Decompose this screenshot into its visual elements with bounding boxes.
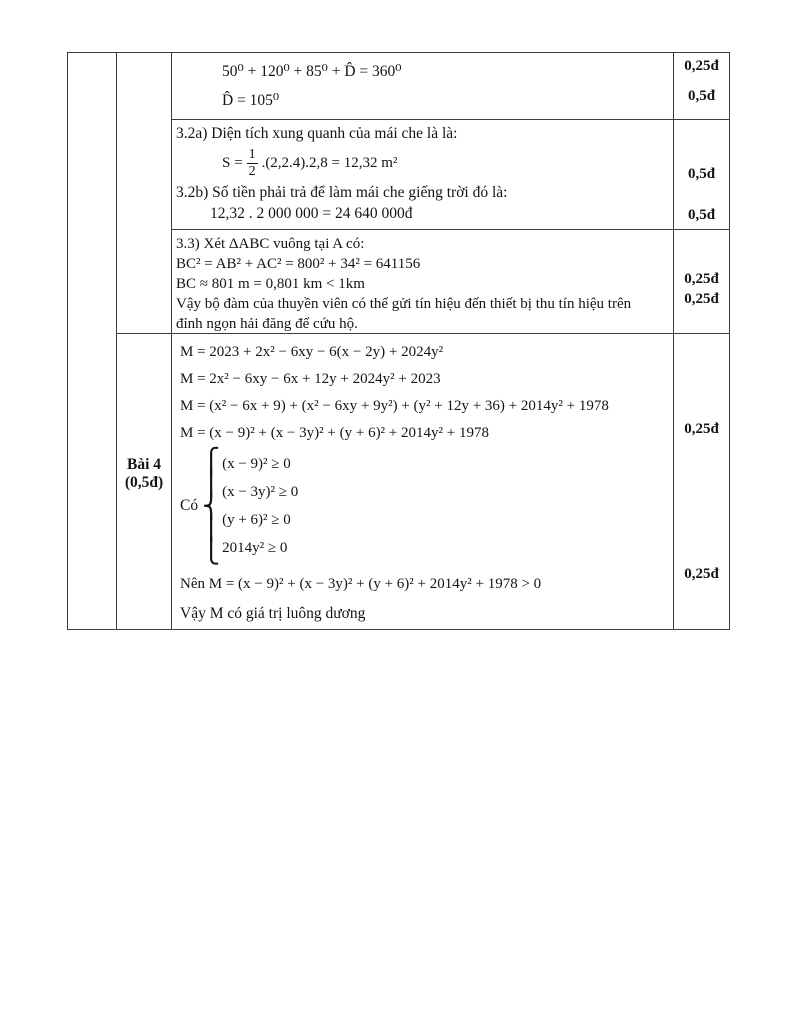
row-3-1-points — [674, 53, 729, 119]
angle-d-result: D̂ = 105⁰ — [222, 92, 280, 109]
exercise-label-cell-empty — [117, 53, 172, 333]
final-conclusion: Vậy M có giá trị luông dương — [180, 605, 366, 622]
heading-3-2a: 3.2a) Diện tích xung quanh của mái che là là: — [176, 125, 458, 142]
co-label: Có — [180, 497, 199, 514]
inequality-4: 2014y² ≥ 0 — [222, 540, 288, 556]
brace-piece: ⎪ — [202, 469, 221, 498]
nen-equation: Nên M = (x − 9)² + (x − 3y)² + (y + 6)² + 2014y² + 1978 > 0 — [180, 576, 542, 592]
brace-piece: ⎨ — [202, 491, 221, 520]
row-3-1-content — [172, 53, 674, 119]
row-bai4-content — [172, 333, 674, 629]
heading-3-3: 3.3) Xét ΔABC vuông tại A có: — [176, 236, 365, 252]
row-3-3-points — [674, 229, 729, 333]
m-equation-1: M = 2023 + 2x² − 6xy − 6(x − 2y) + 2024y² — [180, 344, 444, 360]
m-equation-3: M = (x² − 6x + 9) + (x² − 6xy + 9y²) + (y² + 12y + 36) + 2014y² + 1978 — [180, 398, 609, 414]
left-brace-icon — [202, 446, 221, 565]
row-3-2-points — [674, 119, 729, 229]
points-badge: 0,25đ — [684, 566, 719, 582]
row-3-2-content — [172, 119, 674, 229]
fraction-denominator: 2 — [248, 163, 256, 179]
exercise-4-points: (0,5đ) — [124, 473, 164, 491]
pythagorean-equation: BC² = AB² + AC² = 800² + 34² = 641156 — [176, 256, 421, 272]
points-badge: 0,5đ — [687, 166, 716, 182]
answer-key-table — [67, 52, 730, 630]
points-badge: 0,5đ — [687, 207, 716, 223]
conclusion-line-2: đỉnh ngọn hải đăng để cứu hộ. — [176, 316, 358, 332]
points-badge: 0,25đ — [684, 291, 719, 307]
m-equation-4: M = (x − 9)² + (x − 3y)² + (y + 6)² + 2014y² + 1978 — [180, 425, 489, 441]
formula-suffix: .(2,2.4).2,8 = 12,32 m² — [261, 154, 398, 171]
bc-result: BC ≈ 801 m = 0,801 km < 1km — [176, 276, 365, 292]
exercise-4-label-cell — [117, 333, 172, 629]
system-inequalities — [222, 450, 298, 562]
surface-area-formula — [222, 144, 673, 182]
heading-3-2b: 3.2b) Số tiền phải trả để làm mái che giếng trời đó là: — [176, 184, 508, 201]
formula-prefix: S = — [222, 154, 243, 171]
points-badge: 0,25đ — [684, 58, 719, 74]
left-margin-column — [68, 53, 117, 629]
cost-calculation: 12,32 . 2 000 000 = 24 640 000đ — [210, 205, 413, 222]
brace-piece: ⎪ — [202, 514, 221, 543]
fraction-one-half — [247, 147, 258, 180]
row-bai4-points — [674, 333, 729, 629]
fraction-numerator: 1 — [248, 146, 256, 162]
inequality-2: (x − 3y)² ≥ 0 — [222, 484, 299, 500]
points-badge: 0,5đ — [687, 88, 716, 104]
inequality-1: (x − 9)² ≥ 0 — [222, 456, 291, 472]
points-badge: 0,25đ — [684, 271, 719, 287]
row-3-3-content — [172, 229, 674, 333]
angle-sum-equation: 50⁰ + 120⁰ + 85⁰ + D̂ = 360⁰ — [222, 63, 402, 80]
brace-piece: ⎧ — [202, 446, 221, 475]
brace-piece: ⎩ — [202, 536, 221, 565]
m-equation-2: M = 2x² − 6xy − 6x + 12y + 2024y² + 2023 — [180, 371, 441, 387]
inequality-system — [180, 446, 673, 565]
conclusion-line-1: Vậy bộ đàm của thuyền viên có thể gửi tín hiệu đến thiết bị thu tín hiệu trên — [176, 296, 632, 312]
exercise-4-title: Bài 4 — [126, 455, 162, 473]
points-badge: 0,25đ — [684, 421, 719, 437]
inequality-3: (y + 6)² ≥ 0 — [222, 512, 291, 528]
